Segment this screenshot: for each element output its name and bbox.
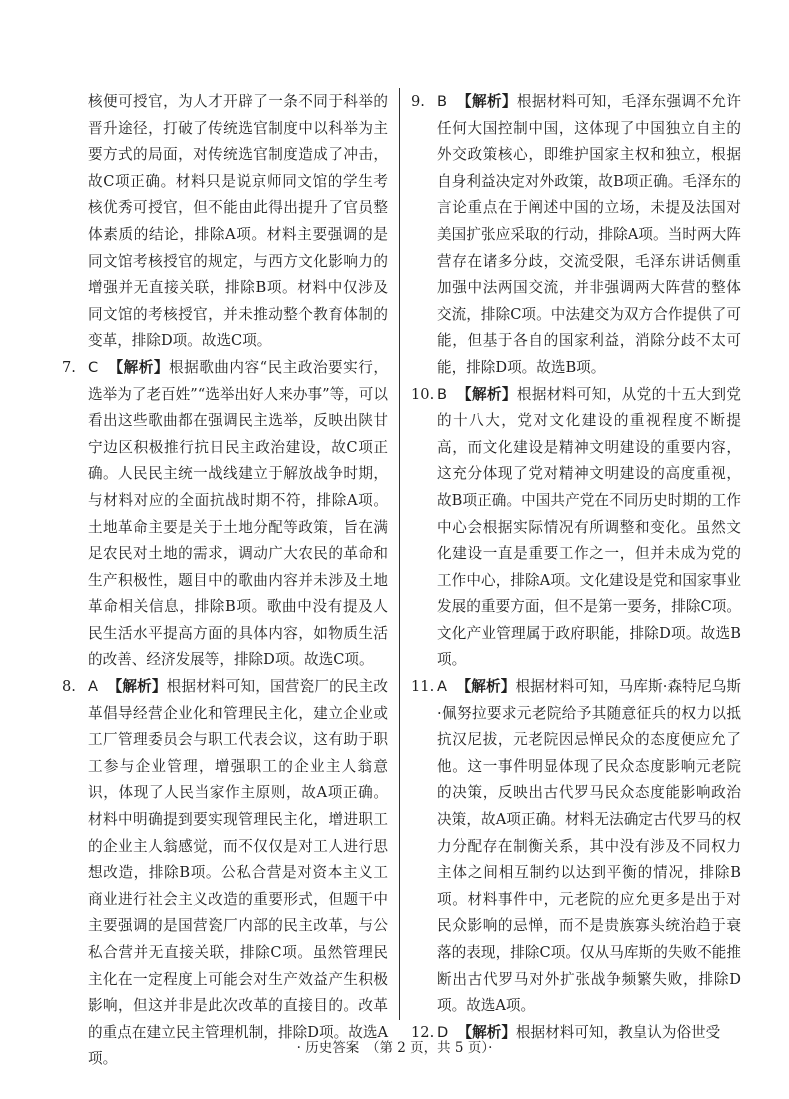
answer-letter: B [437,385,448,403]
continued-explanation: 核便可授官，为人才开辟了一条不同于科举的晋升途径，打破了传统选官制度中以科举为主要方式的局面，对传统选官制度造成了冲击，故C项正确。材料只是说京师同文馆的学生考核优秀可授官，但不能由此得出提升了官员整体素质的结论，排除A项。材料主要强调的是同文馆考核授官的规定，与西方文化影响力的增强并无直接关联，排除B项。材料中仅涉及同文馆的考核授官，并未推动整个教育体制的变革，排除D项。故选C项。 [88,93,388,350]
analysis-tag: 【解析】 [456,678,516,696]
explanation-text: 根据材料可知，马库斯·森特尼乌斯·佩努拉要求元老院给予其随意征兵的权力以抵抗汉尼拔，元老院因忌惮民众的态度便应允了他。这一事件明显体现了民众态度影响元老院的决策，反映出古代罗马民众态度能影响政治决策，故A项正确。材料无法确定古代罗马的权力分配存在制衡关系，其中没有涉及不同权力主体之间相互制约以达到平衡的情况，排除B项。材料事件中，元老院的应允更多是出于对民众影响的忌惮，而不是贵族寡头统治趋于衰落的表现，排除C项。仅从马库斯的失败不能推断出古代罗马对外扩张战争频繁失败，排除D项。故选A项。 [437,678,741,1015]
answer-letter: C [88,358,99,376]
left-column [62,89,388,1073]
analysis-tag: 【解析】 [457,93,517,110]
answer-letter: D [437,1023,449,1041]
right-column [411,89,741,1046]
explanation-text: 根据材料可知，国营瓷厂的民主改革倡导经营企业化和管理民主化，建立企业或工厂管理委员会与职工代表会议，这有助于职工参与企业管理，增强职工的企业主人翁意识，体现了人民当家作主原则，故A项正确。材料中明确提到要实现管理民主化，增进职工的企业主人翁感觉，而不仅仅是对工人进行思想改造，排除B项。公私合营是对资本主义工商业进行社会主义改造的重要形式，但题干中主要强调的是国营瓷厂内部的民主改革，与公私合营并无直接关联，排除C项。虽然管理民主化在一定程度上可能会对生产效益产生积极影响，但这并非是此次改革的直接目的。改革的重点在建立民主管理机制，排除D项。故选A项。 [88,678,388,1068]
analysis-tag: 【解析】 [457,385,517,403]
explanation-text: 根据材料可知，毛泽东强调不允许任何大国控制中国，这体现了中国独立自主的外交政策核心，即维护国家主权和独立，根据自身利益决定对外政策，故B项正确。毛泽东的言论重点在于阐述中国的立场，未提及法国对美国扩张应采取的行动，排除A项。当时两大阵营存在诸多分歧，交流受限，毛泽东讲话侧重加强中法两国交流，并非强调两大阵营的整体交流，排除C项。中法建交为双方合作提供了可能，但基于各自的国家利益，消除分歧不太可能，排除D项。故选B项。 [437,93,741,376]
explanation-text: 根据材料可知，从党的十五大到党的十八大，党对文化建设的重视程度不断提高，而文化建设是精神文明建设的重要内容，这充分体现了党对精神文明建设的高度重视，故B项正确。中国共产党在不同历史时期的工作中心会根据实际情况有所调整和变化。虽然文化建设一直是重要工作之一，但并未成为党的工作中心，排除A项。文化建设是党和国家事业发展的重要方面，但不是第一要务，排除C项。文化产业管理属于政府职能，排除D项。故选B项。 [437,385,741,669]
question-number: 10. [411,385,435,403]
answer-item-8 [62,674,388,1073]
answer-item-10 [411,382,741,675]
answer-item-7 [62,355,388,674]
question-number: 12. [411,1023,435,1041]
answer-letter: A [437,678,447,696]
answer-letter: B [437,93,448,110]
question-number: 7. [62,358,76,376]
answer-letter: A [88,678,98,696]
answer-item-9 [411,89,741,382]
analysis-tag: 【解析】 [108,358,169,376]
explanation-text: 根据材料可知，教皇认为俗世受 [515,1023,721,1041]
question-number: 9. [411,93,425,110]
explanation-text: 根据歌曲内容“民主政治要实行，选举为了老百姓”“选举出好人来办事”等，可以看出这些歌曲都在强调民主选举，反映出陕甘宁边区积极推行抗日民主政治建设，故C项正确。人民民主统一战线建立于解放战争时期，与材料对应的全面抗战时期不符，排除A项。土地革命主要是关于土地分配等政策，旨在满足农民对土地的需求，调动广大农民的革命和生产积极性，题目中的歌曲内容并未涉及土地革命相关信息，排除B项。歌曲中没有提及人民生活水平提高方面的具体内容，如物质生活的改善、经济发展等，排除D项。故选C项。 [88,358,388,669]
question-number: 8. [62,678,76,696]
answer-item-11 [411,674,741,1020]
analysis-tag: 【解析】 [457,1023,516,1041]
page-footer: · 历史答案 （第 2 页，共 5 页）· [296,1040,493,1056]
question-number: 11. [411,678,435,696]
column-divider [399,88,400,1020]
analysis-tag: 【解析】 [107,678,167,696]
